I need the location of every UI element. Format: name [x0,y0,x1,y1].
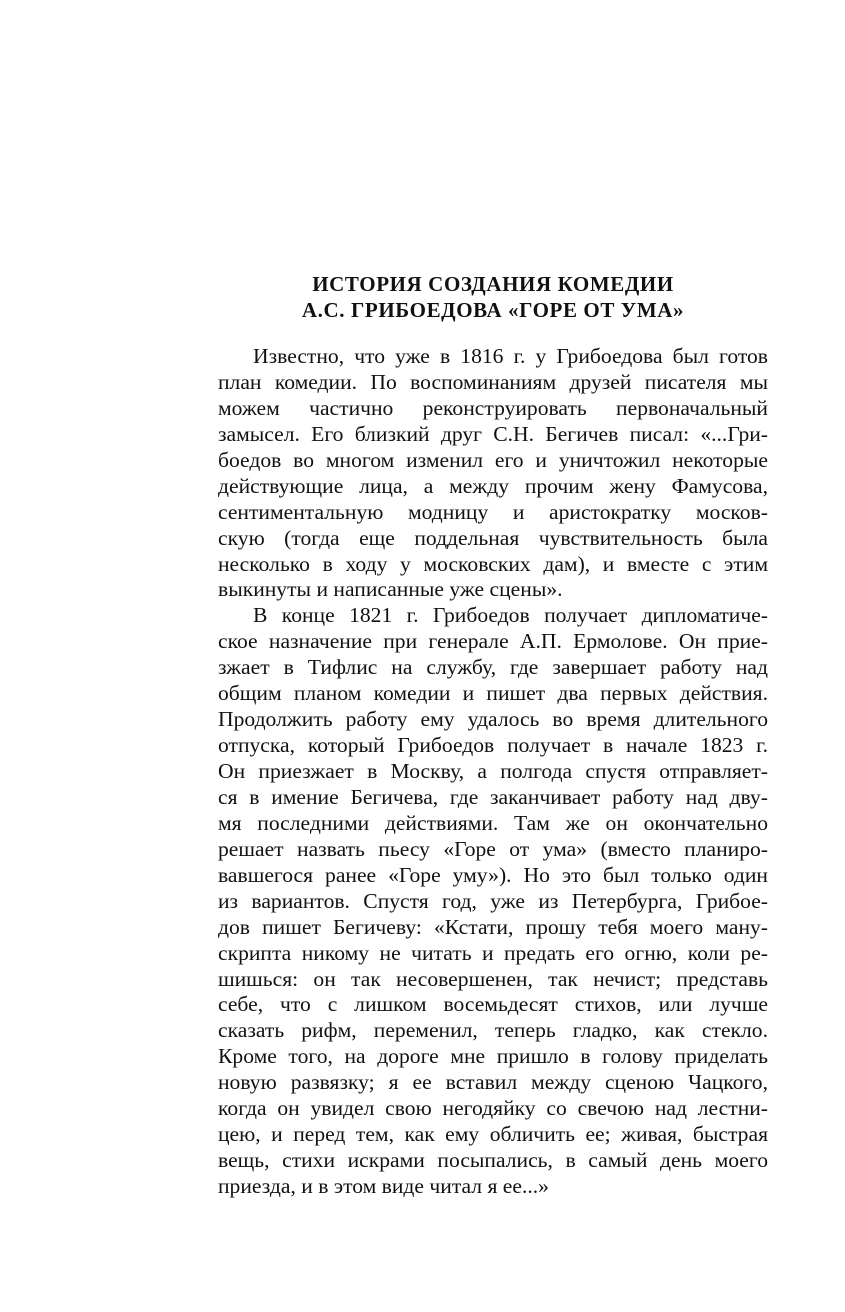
text-line: несколько в ходу у московских дам), и вместе с этим [218,551,768,576]
text-line: из вариантов. Спустя год, уже из Петербурга, Грибое- [218,888,768,913]
text-line: скрипта никому не читать и предать его огню, коли ре- [218,940,768,965]
text-line: сентиментальную модницу и аристократку москов- [218,499,768,524]
text-line: когда он увидел свою негодяйку со свечою над лестни- [218,1096,768,1121]
text-line: общим планом комедии и пишет два первых действия. [218,681,768,706]
text-line: отпуска, который Грибоедов получает в начале 1823 г. [218,733,768,758]
text-line: цею, и перед тем, как ему обличить ее; живая, быстрая [218,1122,768,1147]
text-line: ся в имение Бегичева, где заканчивает работу над дву- [218,784,768,809]
heading-line-2: А.С. ГРИБОЕДОВА «ГОРЕ ОТ УМА» [301,298,685,322]
text-line: скую (тогда еще поддельная чувствительность была [218,525,768,550]
text-line: Известно, что уже в 1816 г. у Грибоедова был готов [253,344,768,368]
text-line: мя последними действиями. Там же он окончательно [218,810,768,835]
text-line: приезда, и в этом виде читал я ее...» [218,1174,549,1198]
text-line: Он приезжает в Москву, а полгода спустя отправляет- [218,759,768,783]
body-text [218,344,768,1200]
text-line: действующие лица, а между прочим жену Фамусова, [218,473,768,498]
text-line: Кроме того, на дороге мне пришло в голову приделать [218,1044,768,1069]
chapter-heading [218,271,768,323]
text-line: выкинуты и написанные уже сцены». [218,577,563,602]
text-line: Продолжить работу ему удалось во время длительного [218,707,768,732]
text-line: вещь, стихи искрами посыпались, в самый день моего [218,1148,768,1173]
text-line: шишься: он так несовершенен, так нечист; представь [218,966,768,991]
text-line: можем частично реконструировать первоначальный [218,395,768,420]
text-line: план комедии. По воспоминаниям друзей писателя мы [218,369,768,394]
text-line: замысел. Его близкий друг С.Н. Бегичев писал: «...Гри- [218,421,768,446]
text-line: ское назначение при генерале А.П. Ермолове. Он прие- [218,629,768,654]
heading-line-1: ИСТОРИЯ СОЗДАНИЯ КОМЕДИИ [312,272,674,296]
text-line: сказать рифм, переменил, теперь гладко, как стекло. [218,1018,768,1043]
text-line: боедов во многом изменил его и уничтожил некоторые [218,447,768,472]
paragraph-2 [218,603,768,1200]
text-line: новую развязку; я ее вставил между сценою Чацкого, [218,1070,768,1095]
paragraph-1 [218,344,768,603]
text-line: В конце 1821 г. Грибоедов получает дипломатиче- [253,603,768,628]
text-line: вавшегося ранее «Горе уму»). Но это был только один [218,862,768,887]
text-line: зжает в Тифлис на службу, где завершает работу над [218,655,768,680]
text-line: себе, что с лишком восемьдесят стихов, или лучше [218,992,768,1017]
text-line: решает назвать пьесу «Горе от ума» (вместо планиро- [218,836,768,861]
text-line: дов пишет Бегичеву: «Кстати, прошу тебя моего ману- [218,914,768,939]
